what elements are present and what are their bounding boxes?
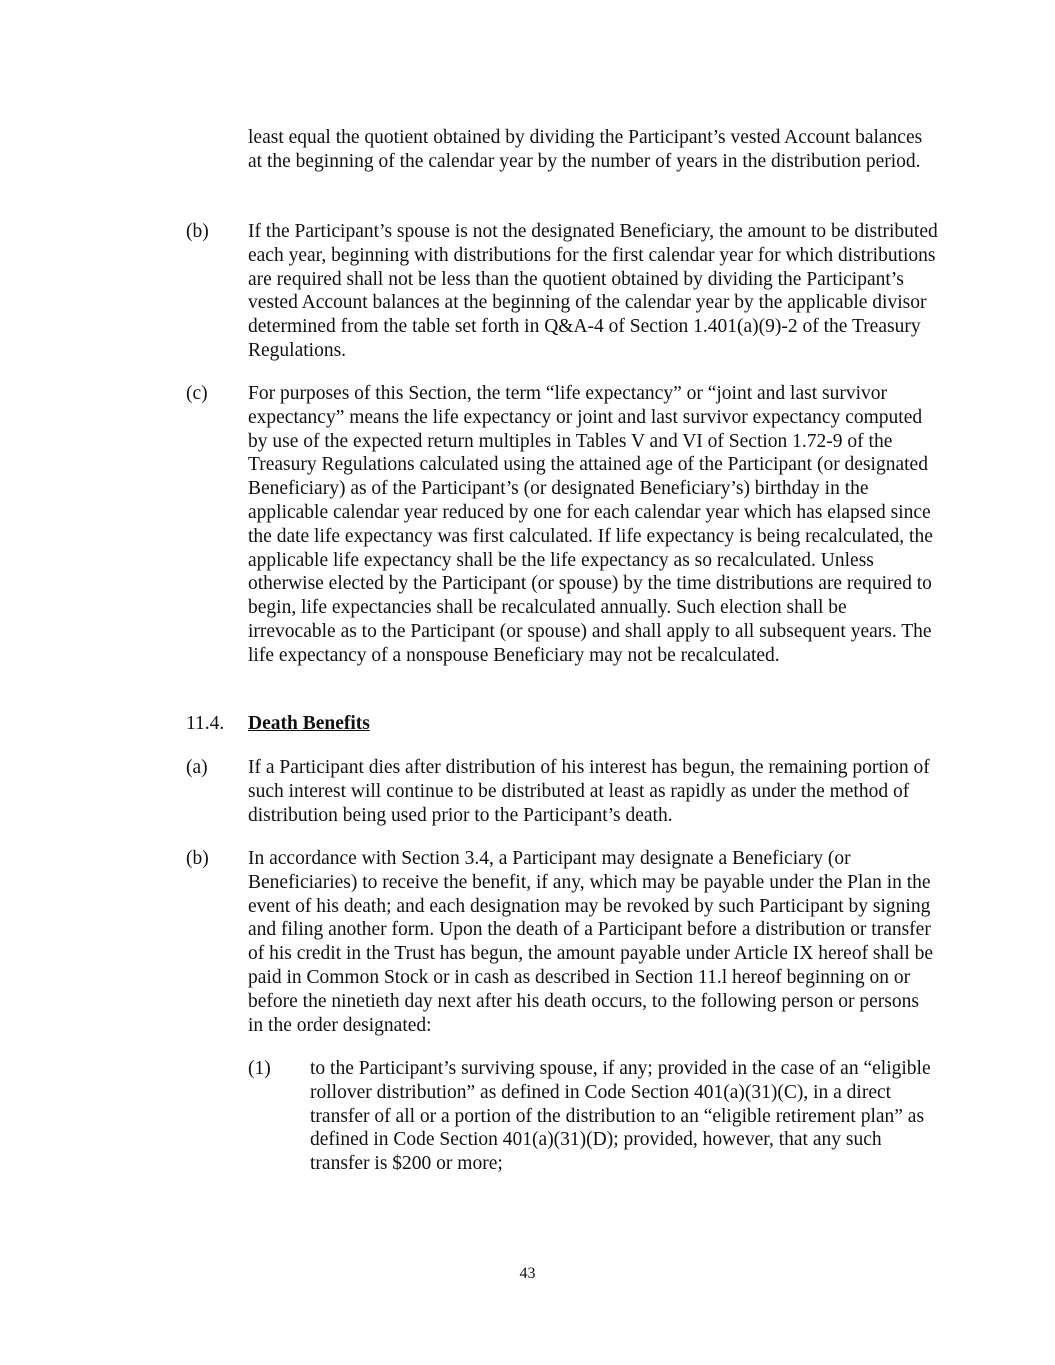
death-item-b1-paragraph — [310, 1057, 938, 1176]
item-c-text: For purposes of this Section, the term “life expectancy” or “joint and last survivor expectancy” means the life expectancy or joint and last survivor expectancy computed by use of the expected return multiples in Tables V and VI of Section 1.72-9 of the Treasury Regulations calculated using the attained age of the Participant (or designated Beneficiary) as of the Participant’s (or designated Beneficiary’s) birthday in the applicable calendar year reduced by one for each calendar year which has elapsed since the date life expectancy was first calculated. If life expectancy is being recalculated, the applicable life expectancy shall be the life expectancy as so recalculated. Unless otherwise elected by the Participant (or spouse) by the time distributions are required to begin, life expectancies shall be recalculated annually. Such election shall be irrevocable as to the Participant (or spouse) and shall apply to all subsequent years. The life expectancy of a nonspouse Beneficiary may not be recalculated. — [248, 383, 933, 666]
page-number: 43 — [519, 1265, 536, 1282]
death-item-b-text: In accordance with Section 3.4, a Participant may designate a Beneficiary (or Beneficiaries) to receive the benefit, if any, which may be payable under the Plan in the event of his death; and each designation may be revoked by such Participant by signing and filing another form. Upon the death of a Participant before a distribution or transfer of his credit in the Trust has begun, the amount payable under Article IX hereof shall be paid in Common Stock or in cash as described in Section 11.l hereof beginning on or before the ninetieth day next after his death occurs, to the following person or persons in the order designated: — [248, 848, 934, 1036]
death-item-b1-text: to the Participant’s surviving spouse, if any; provided in the case of an “eligible rollover distribution” as defined in Code Section 401(a)(31)(C), in a direct transfer of all or a portion of the distribution to an “eligible retirement plan” as defined in Code Section 401(a)(31)(D); provided, however, that any such transfer is $200 or more; — [310, 1058, 931, 1175]
item-b-paragraph — [248, 220, 938, 363]
item-b-text: If the Participant’s spouse is not the designated Beneficiary, the amount to be distributed each year, beginning with distributions for the first calendar year for which distributions are required shall not be less than the quotient obtained by dividing the Participant’s vested Account balances at the beginning of the calendar year by the applicable divisor determined from the table set forth in Q&A-4 of Section 1.401(a)(9)-2 of the Treasury Regulations. — [248, 221, 938, 361]
death-item-b1-label: (1) — [248, 1058, 271, 1079]
item-c-label: (c) — [186, 383, 208, 404]
death-item-a-paragraph — [248, 756, 938, 827]
section-number: 11.4. — [186, 713, 225, 734]
continuation-paragraph — [248, 126, 938, 174]
item-b-label: (b) — [186, 221, 209, 242]
section-title: Death Benefits — [248, 713, 370, 734]
death-item-a-label: (a) — [186, 757, 208, 778]
continuation-text: least equal the quotient obtained by dividing the Participant’s vested Account balances at the beginning of the calendar year by the number of years in the distribution period. — [248, 127, 923, 172]
death-item-a-text: If a Participant dies after distribution of his interest has begun, the remaining portion of such interest will continue to be distributed at least as rapidly as under the method of distribution being used prior to the Participant’s death. — [248, 757, 930, 826]
death-item-b-label: (b) — [186, 848, 209, 869]
death-item-b-paragraph — [248, 847, 938, 1037]
item-c-paragraph — [248, 382, 938, 668]
